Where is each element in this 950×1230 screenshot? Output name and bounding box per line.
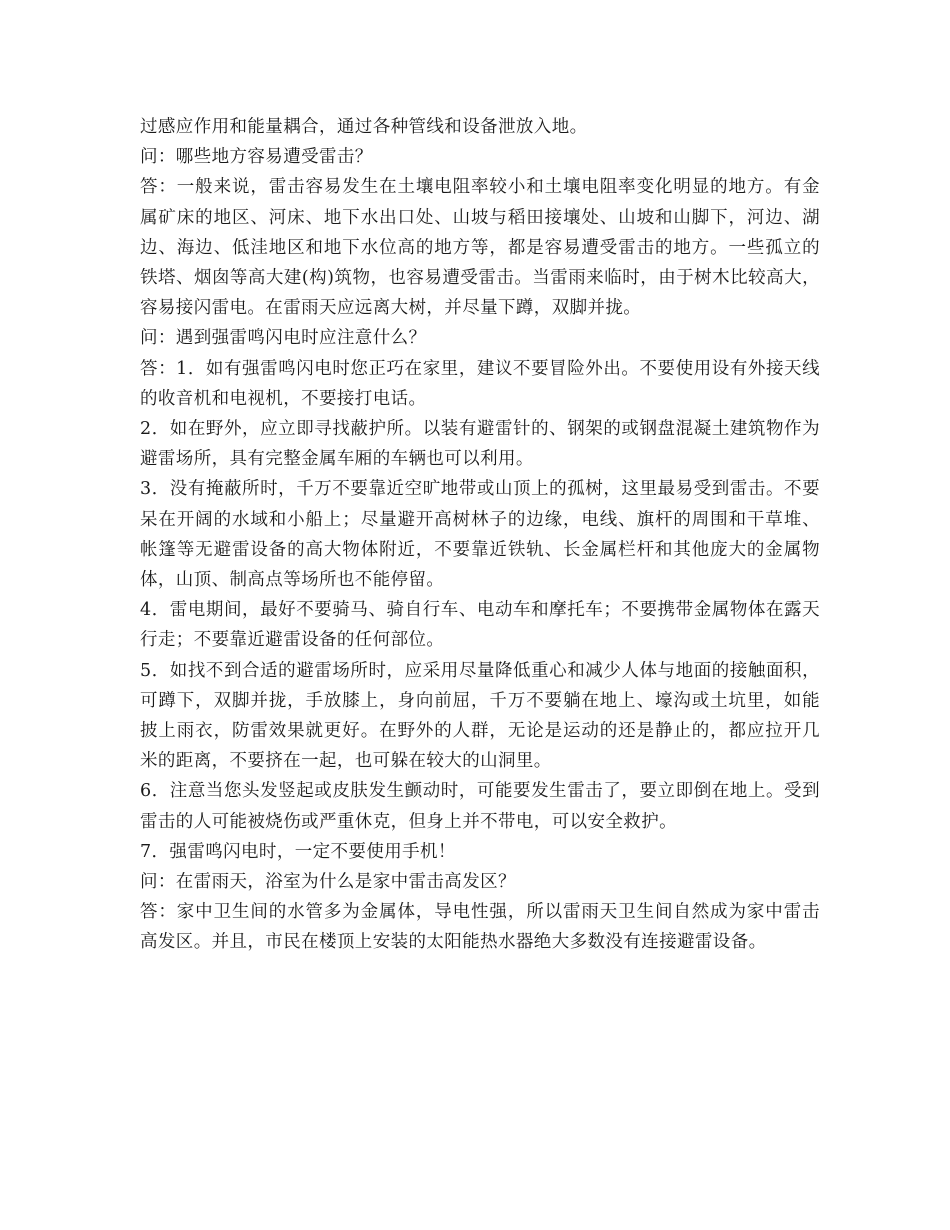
answer-locations: 答：一般来说，雷击容易发生在土壤电阻率较小和土壤电阻率变化明显的地方。有金属矿床的地区、河床、地下水出口处、山坡与稻田接壤处、山坡和山脚下，河边、湖边、海边、低洼地区和地下水位高的地方等，都是容易遭受雷击的地方。一些孤立的铁塔、烟囱等高大建(构)筑物，也容易遭受雷击。当雷雨来临时，由于树木比较高大，容易接闪雷电。在雷雨天应远离大树，并尽量下蹲，双脚并拢。 [140, 177, 820, 319]
answer-item-6: 6．注意当您头发竖起或皮肤发生颤动时，可能要发生雷击了，要立即倒在地上。受到雷击的人可能被烧伤或严重休克，但身上并不带电，可以安全救护。 [140, 781, 820, 832]
answer-bathroom: 答：家中卫生间的水管多为金属体，导电性强，所以雷雨天卫生间自然成为家中雷击高发区。并且，市民在楼顶上安装的太阳能热水器绝大多数没有连接避雷设备。 [140, 902, 820, 953]
answer-item-4: 4．雷电期间，最好不要骑马、骑自行车、电动车和摩托车；不要携带金属物体在露天行走；不要靠近避雷设备的任何部位。 [140, 600, 820, 651]
answer-item-5: 5．如找不到合适的避雷场所时，应采用尽量降低重心和减少人体与地面的接触面积，可蹲下，双脚并拢，手放膝上，身向前屈，千万不要躺在地上、壕沟或土坑里，如能披上雨衣，防雷效果就更好。在野外的人群，无论是运动的还是静止的，都应拉开几米的距离，不要挤在一起，也可躲在较大的山洞里。 [140, 660, 820, 772]
document-body [140, 112, 820, 958]
question-precautions: 问：遇到强雷鸣闪电时应注意什么？ [140, 328, 427, 349]
paragraph-continuation: 过感应作用和能量耦合，通过各种管线和设备泄放入地。 [140, 117, 588, 137]
answer-item-2: 2．如在野外，应立即寻找蔽护所。以装有避雷针的、钢架的或钢盘混凝土建筑物作为避雷场所，具有完整金属车厢的车辆也可以利用。 [140, 419, 820, 470]
question-bathroom: 问：在雷雨天，浴室为什么是家中雷击高发区？ [140, 872, 516, 893]
answer-item-7: 7．强雷鸣闪电时，一定不要使用手机！ [140, 841, 456, 862]
question-locations: 问：哪些地方容易遭受雷击？ [140, 147, 373, 168]
answer-item-1: 答：1．如有强雷鸣闪电时您正巧在家里，建议不要冒险外出。不要使用设有外接天线的收音机和电视机，不要接打电话。 [140, 358, 820, 409]
answer-item-3: 3．没有掩蔽所时，千万不要靠近空旷地带或山顶上的孤树，这里最易受到雷击。不要呆在开阔的水域和小船上；尽量避开高树林子的边缘，电线、旗杆的周围和干草堆、帐篷等无避雷设备的高大物体附近，不要靠近铁轨、长金属栏杆和其他庞大的金属物体，山顶、制高点等场所也不能停留。 [140, 479, 820, 591]
